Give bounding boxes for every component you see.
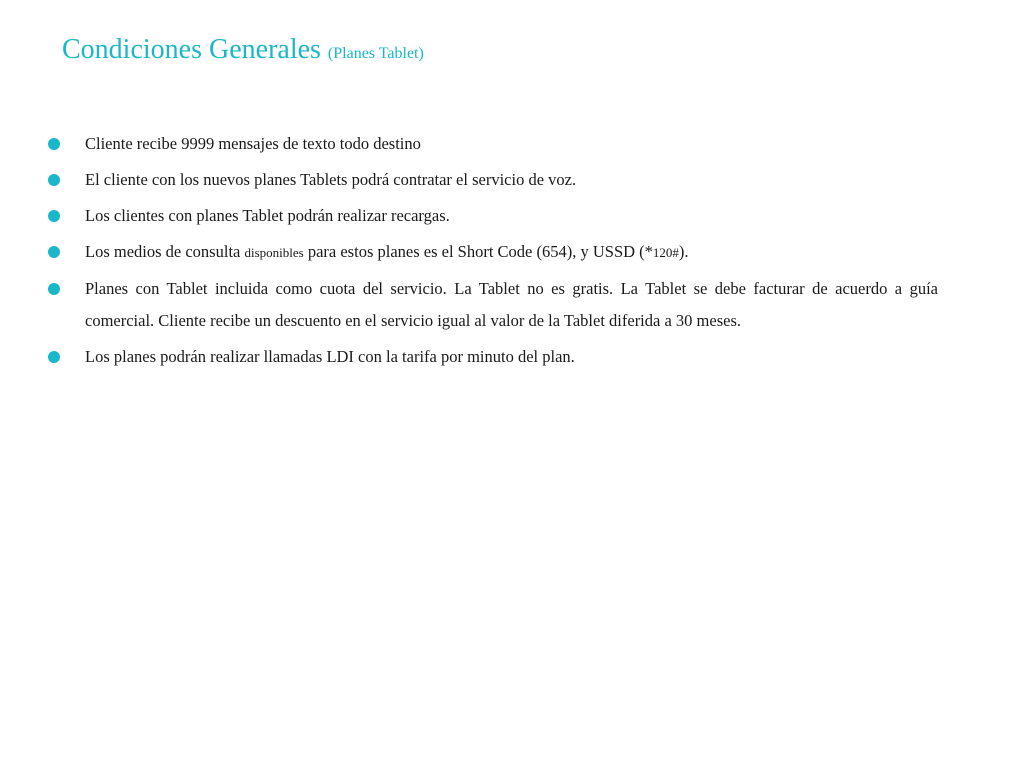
bullet-dot-icon bbox=[48, 138, 60, 150]
bullet-text: Cliente recibe 9999 mensajes de texto todo destino bbox=[85, 134, 421, 153]
bullet-text-part: Los medios de consulta bbox=[85, 242, 245, 261]
bullet-dot-icon bbox=[48, 174, 60, 186]
title-subtitle: (Planes Tablet) bbox=[327, 45, 424, 62]
bullet-item bbox=[48, 164, 938, 196]
bullet-text-part: para estos planes es el Short Code (654), y USSD (* bbox=[303, 242, 653, 261]
title-main: Condiciones Generales bbox=[62, 34, 321, 65]
bullet-dot-icon bbox=[48, 283, 60, 295]
bullet-dot-icon bbox=[48, 210, 60, 222]
bullet-text: Los clientes con planes Tablet podrán realizar recargas. bbox=[85, 206, 450, 225]
bullet-item bbox=[48, 273, 938, 337]
slide-title bbox=[62, 32, 424, 72]
bullet-text: Los planes podrán realizar llamadas LDI con la tarifa por minuto del plan. bbox=[85, 347, 575, 366]
bullet-dot-icon bbox=[48, 351, 60, 363]
bullet-list bbox=[48, 128, 938, 377]
bullet-dot-icon bbox=[48, 246, 60, 258]
ussd-code: 120# bbox=[652, 245, 679, 260]
bullet-text: El cliente con los nuevos planes Tablets podrá contratar el servicio de voz. bbox=[85, 170, 577, 189]
bullet-text-small: disponibles bbox=[244, 245, 304, 260]
bullet-item bbox=[48, 128, 938, 160]
bullet-item bbox=[48, 341, 938, 373]
bullet-item bbox=[48, 200, 938, 232]
bullet-item bbox=[48, 236, 938, 269]
bullet-text: Planes con Tablet incluida como cuota del servicio. La Tablet no es gratis. La Tablet se debe facturar de acuerdo a guía comercial. Cliente recibe un descuento en el servicio igual al valor de la Tablet diferida a 30 meses. bbox=[85, 279, 938, 330]
bullet-text-part: ). bbox=[678, 242, 689, 261]
